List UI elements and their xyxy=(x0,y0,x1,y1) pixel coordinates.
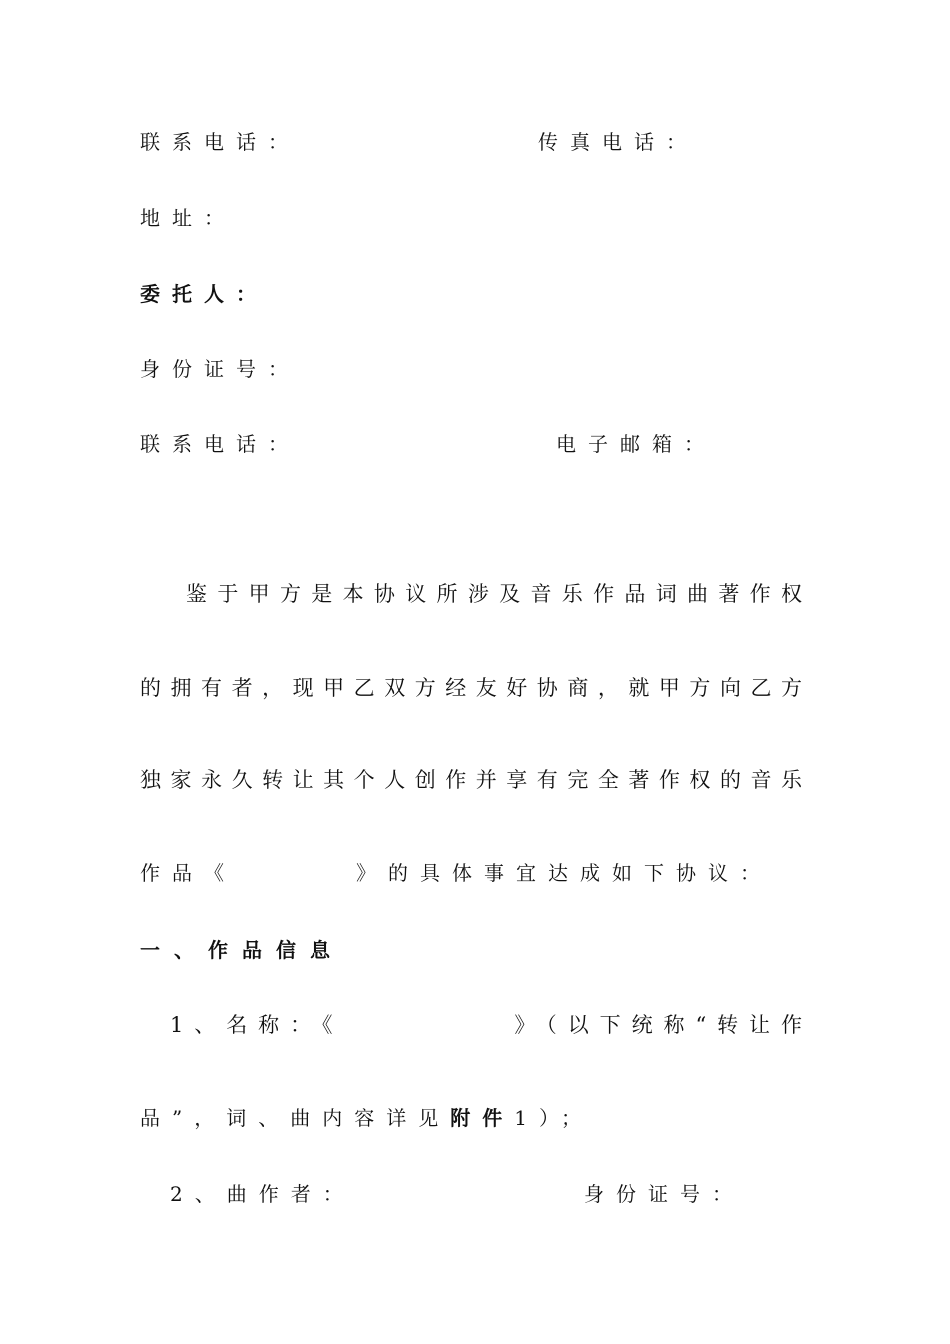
item1-prefix: 1、名称：《 xyxy=(170,1013,344,1037)
section1-item1-line2 xyxy=(140,1102,593,1131)
item1-attachment: 附件 xyxy=(450,1106,515,1130)
contact-fax-label: 传真电话： xyxy=(538,130,698,154)
client-email-label: 电子邮箱： xyxy=(556,432,716,456)
section1-item2-id-label: 身份证号： xyxy=(584,1182,744,1206)
preamble-line-4-prefix: 作品《 xyxy=(140,861,236,885)
contact-address-label: 地址： xyxy=(140,206,236,230)
preamble-line-3: 独家永久转让其个人创作并享有完全著作权的音乐 xyxy=(140,768,802,792)
preamble-line-4-suffix: 》的具体事宜达成如下协议： xyxy=(356,861,772,885)
item1-line2-prefix: 品”，词、曲内容详见 xyxy=(140,1106,451,1130)
section1-item1-line1 xyxy=(170,1009,802,1039)
preamble-line-2: 的拥有者，现甲乙双方经友好协商，就甲方向乙方 xyxy=(140,676,802,700)
client-id-label: 身份证号： xyxy=(140,357,300,381)
item1-suffix: 》（以下统称“转让作 xyxy=(503,1013,802,1037)
contact-phone-label: 联系电话： xyxy=(140,130,300,154)
preamble-line-1: 鉴于甲方是本协议所涉及音乐作品词曲著作权 xyxy=(186,582,802,606)
item1-line2-suffix: 1）； xyxy=(514,1106,593,1130)
preamble-line-4 xyxy=(140,857,772,886)
section1-heading: 一、作品信息 xyxy=(140,938,344,962)
client-heading: 委托人： xyxy=(140,282,268,306)
section1-item2-label: 2、曲作者： xyxy=(170,1182,355,1206)
client-phone-label: 联系电话： xyxy=(140,432,300,456)
